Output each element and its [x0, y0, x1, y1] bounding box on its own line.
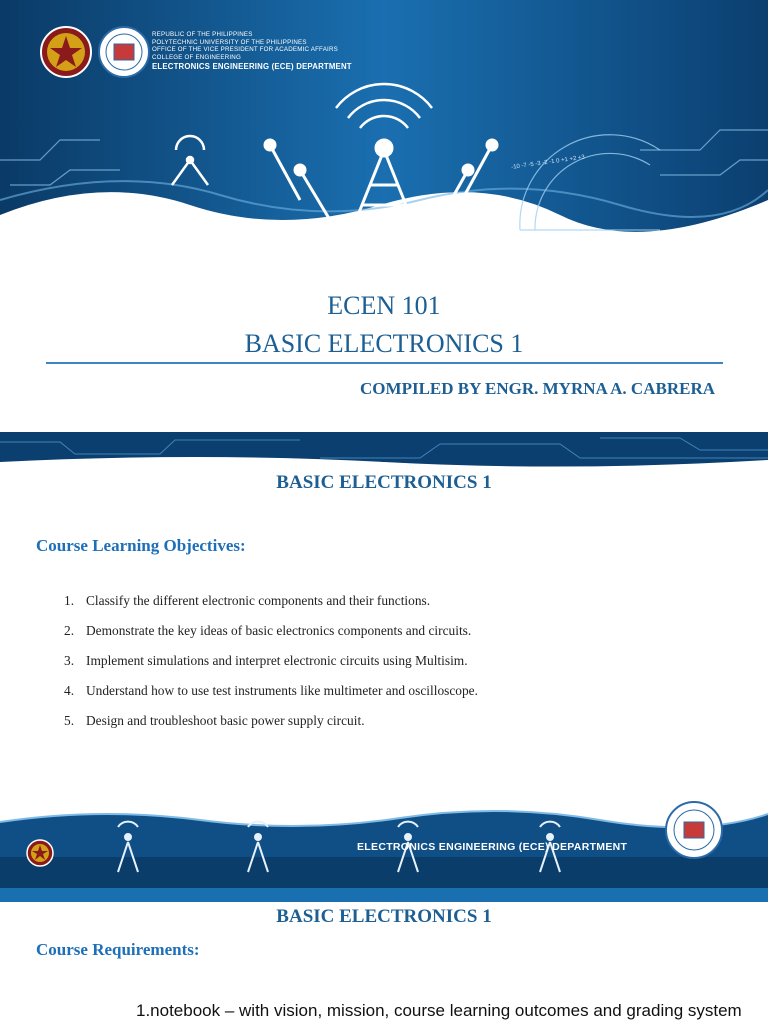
title-slide — [0, 0, 768, 432]
top-band — [0, 896, 768, 902]
requirement-item: 1.notebook – with vision, mission, course learning outcomes and grading system — [136, 1001, 742, 1020]
objectives-slide — [0, 432, 768, 896]
course-title: BASIC ELECTRONICS 1 — [244, 329, 524, 358]
list-item: 4. Understand how to use test instruments like multimeter and oscilloscope. — [64, 683, 478, 698]
list-item: 1. Classify the different electronic components and their functions. — [64, 593, 431, 608]
header-line: REPUBLIC OF THE PHILIPPINES — [152, 31, 253, 38]
list-item: 5. Design and troubleshoot basic power supply circuit. — [64, 713, 365, 728]
title-divider — [46, 362, 723, 364]
ece-seal-logo — [99, 27, 149, 77]
pup-seal-logo — [41, 27, 91, 77]
slide-heading: BASIC ELECTRONICS 1 — [276, 906, 492, 927]
pup-seal-logo — [27, 840, 53, 866]
ece-seal-logo — [666, 802, 722, 858]
header-banner — [0, 0, 768, 250]
course-code: ECEN 101 — [327, 291, 441, 320]
header-line: POLYTECHNIC UNIVERSITY OF THE PHILIPPINES — [152, 38, 307, 46]
department-name: ELECTRONICS ENGINEERING (ECE) DEPARTMENT — [152, 62, 352, 72]
requirements-slide — [0, 896, 768, 1024]
list-item: 2. Demonstrate the key ideas of basic electronics components and circuits. — [64, 623, 472, 638]
footer-banner — [0, 782, 768, 896]
header-line: OFFICE OF THE VICE PRESIDENT FOR ACADEMIC AFFAIRS — [152, 46, 338, 54]
list-item: 3. Implement simulations and interpret electronic circuits using Multisim. — [64, 653, 468, 668]
footer-department: ELECTRONICS ENGINEERING (ECE) DEPARTMENT — [357, 841, 628, 853]
objectives-subheading: Course Learning Objectives: — [36, 536, 246, 555]
dial-numbers: -10 -7 -5 -3 -2 -1 0 +1 +2 +3 — [510, 154, 586, 171]
compiled-by: COMPILED BY ENGR. MYRNA A. CABRERA — [360, 379, 715, 398]
institution-header — [152, 31, 352, 72]
slide-heading: BASIC ELECTRONICS 1 — [276, 472, 492, 493]
top-circuit-band — [0, 432, 768, 468]
objectives-list — [64, 593, 478, 743]
requirements-subheading: Course Requirements: — [36, 940, 200, 959]
header-line: COLLEGE OF ENGINEERING — [152, 53, 241, 61]
